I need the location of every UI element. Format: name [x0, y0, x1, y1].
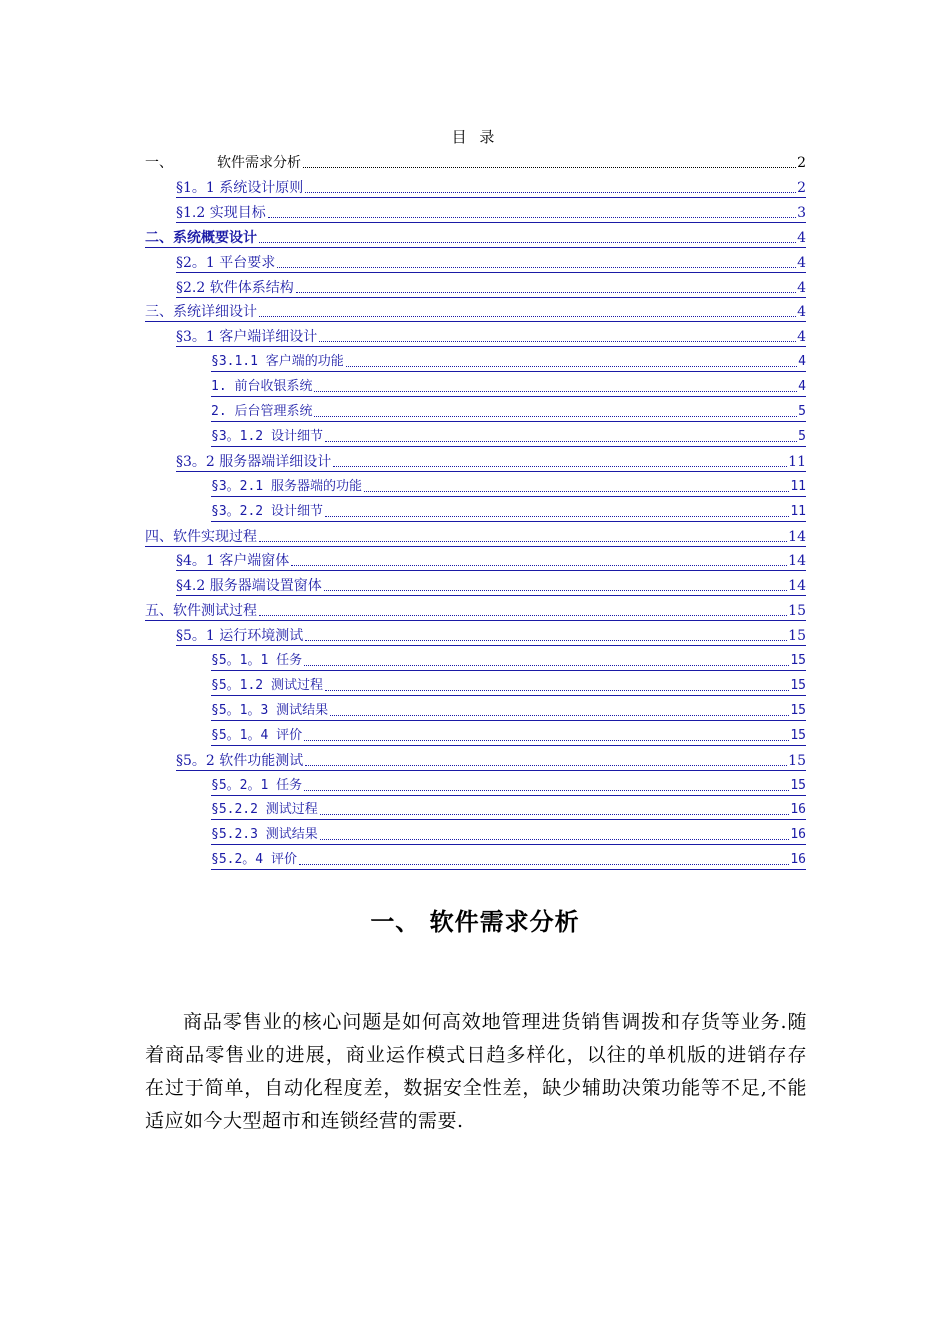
- toc-entry[interactable]: [211, 424, 806, 447]
- toc-entry[interactable]: [176, 275, 806, 298]
- toc-leader-dots: [333, 465, 787, 467]
- section-heading: 一、 软件需求分析: [370, 908, 580, 936]
- toc-leader-dots: [320, 813, 790, 815]
- toc-leader-dots: [304, 664, 789, 666]
- toc-entry-text: 软件需求分析: [217, 155, 301, 171]
- toc-entry-label: 五、软件测试过程: [145, 603, 257, 620]
- toc-entry[interactable]: [176, 573, 806, 596]
- toc-leader-dots: [259, 241, 796, 243]
- toc-entry-label: [145, 154, 302, 172]
- toc-entry-number: 一、: [145, 155, 173, 171]
- toc-leader-dots: [330, 714, 789, 716]
- toc-entry-page: 4: [797, 254, 806, 271]
- toc-entry-label: §5。1。1 任务: [211, 653, 303, 668]
- toc-entry-page: 11: [788, 453, 806, 470]
- toc-entry-label: §3。2 服务器端详细设计: [176, 453, 332, 470]
- toc-entry-label: §5。2 软件功能测试: [176, 752, 304, 769]
- toc-leader-dots: [259, 614, 787, 616]
- toc-entry[interactable]: [211, 499, 806, 522]
- toc-leader-dots: [364, 490, 789, 492]
- toc-entry-label: §5。2。1 任务: [211, 777, 303, 793]
- toc-entry-label: §3。2.2 设计细节: [211, 503, 323, 519]
- toc-entry-page: 16: [790, 802, 806, 818]
- toc-leader-dots: [291, 564, 787, 566]
- toc-leader-dots: [319, 340, 796, 342]
- toc-entry-page: 15: [788, 603, 806, 620]
- toc-entry[interactable]: [145, 299, 806, 322]
- toc-entry-label: 三、系统详细设计: [145, 304, 257, 321]
- toc-entry-page: 4: [797, 329, 806, 346]
- toc-entry[interactable]: [211, 822, 806, 845]
- toc-entry-label: §5。1。3 测试结果: [211, 702, 329, 718]
- toc-leader-dots: [304, 739, 789, 741]
- toc-entry[interactable]: [211, 399, 806, 422]
- toc-entry-page: 15: [790, 727, 806, 743]
- toc-entry[interactable]: [176, 324, 806, 347]
- toc-entry-label: §5.2。4 评价: [211, 852, 297, 868]
- toc-entry-page: 14: [788, 528, 806, 545]
- toc-leader-dots: [296, 291, 796, 293]
- toc-entry[interactable]: [211, 349, 806, 372]
- toc-entry[interactable]: [176, 250, 806, 273]
- toc-entry[interactable]: [211, 797, 806, 820]
- toc-entry-page: 5: [798, 428, 806, 444]
- toc-entry-label: 四、软件实现过程: [145, 528, 257, 545]
- toc-entry[interactable]: [211, 673, 806, 696]
- toc-entry-page: 2: [797, 179, 806, 196]
- toc-entry: [145, 150, 806, 172]
- toc-entry[interactable]: [176, 748, 806, 771]
- toc-entry[interactable]: [145, 598, 806, 621]
- toc-leader-dots: [314, 390, 797, 392]
- toc-entry-page: 14: [788, 553, 806, 570]
- toc-entry[interactable]: [176, 200, 806, 223]
- toc-leader-dots: [305, 764, 787, 766]
- toc-entry[interactable]: [211, 374, 806, 397]
- toc-leader-dots: [259, 315, 796, 317]
- toc-entry-label: §1.2 实现目标: [176, 204, 266, 221]
- toc-entry-label: §3。1.2 设计细节: [211, 428, 323, 444]
- toc-entry-label: §1。1 系统设计原则: [176, 179, 304, 196]
- toc-entry[interactable]: [211, 648, 806, 671]
- toc-entry-label: §5.2.2 测试过程: [211, 802, 318, 818]
- toc-entry-page: 4: [798, 379, 806, 395]
- toc-leader-dots: [325, 515, 789, 517]
- toc-entry-label: §2。1 平台要求: [176, 254, 276, 271]
- toc-leader-dots: [305, 639, 787, 641]
- toc-entry-label: §3.1.1 客户端的功能: [211, 354, 344, 370]
- body-paragraph: 商品零售业的核心问题是如何高效地管理进货销售调拨和存货等业务.随着商品零售业的进展，商业运作模式日趋多样化，以往的单机版的进销存存在过于简单，自动化程度差，数据安全性差，缺少辅助决策功能等不足,不能适应如今大型超市和连锁经营的需要.: [145, 1011, 807, 1132]
- toc-entry-page: 4: [797, 229, 806, 246]
- toc-entry[interactable]: [211, 723, 806, 746]
- toc-entry[interactable]: [176, 623, 806, 646]
- toc-entry-page: 3: [797, 204, 806, 221]
- toc-entry-label: §5.2.3 测试结果: [211, 827, 318, 843]
- toc-entry[interactable]: [145, 524, 806, 547]
- toc-leader-dots: [346, 365, 797, 367]
- toc-leader-dots: [325, 440, 797, 442]
- toc-leader-dots: [305, 191, 796, 193]
- toc-entry-page: 4: [797, 279, 806, 296]
- toc-entry-page: 14: [788, 578, 806, 595]
- toc-entry-label: §3。1 客户端详细设计: [176, 329, 318, 346]
- toc-entry-label: §5。1 运行环境测试: [176, 628, 304, 645]
- toc-entry-label: §3。2.1 服务器端的功能: [211, 478, 362, 494]
- toc-leader-dots: [314, 415, 797, 417]
- toc-entry-label: §2.2 软件体系结构: [176, 279, 294, 296]
- toc-entry-page: 15: [790, 777, 806, 793]
- toc-entry-label: §4。1 客户端窗体: [176, 553, 290, 570]
- toc-entry-label: 二、系统概要设计: [145, 229, 257, 246]
- toc-entry[interactable]: [176, 175, 806, 198]
- toc-leader-dots: [277, 266, 796, 268]
- toc-entry[interactable]: [211, 773, 806, 796]
- toc-leader-dots: [304, 789, 789, 791]
- toc-entry-label: §5。1.2 测试过程: [211, 677, 323, 693]
- toc-entry-page: 5: [798, 404, 806, 419]
- toc-entry-page: 11: [790, 503, 806, 519]
- toc-entry-page: 4: [798, 354, 806, 370]
- toc-entry-page: 16: [790, 852, 806, 868]
- toc-entry[interactable]: [211, 474, 806, 497]
- toc-entry[interactable]: [145, 225, 806, 248]
- toc-leader-dots: [303, 166, 796, 168]
- toc-entry-page: 15: [788, 628, 806, 645]
- toc-entry[interactable]: [176, 548, 806, 571]
- toc-title: 目 录: [451, 128, 499, 146]
- toc-entry-label: §5。1。4 评价: [211, 727, 303, 743]
- toc-entry-page: 16: [790, 827, 806, 843]
- toc-entry-page: 2: [797, 155, 806, 171]
- toc-entry[interactable]: [211, 847, 806, 870]
- toc-entry-page: 15: [790, 677, 806, 693]
- toc-entry-page: 15: [788, 752, 806, 769]
- toc-entry-label: §4.2 服务器端设置窗体: [176, 578, 322, 595]
- toc-entry-page: 11: [790, 478, 806, 494]
- toc-entry-page: 15: [790, 702, 806, 718]
- toc-entry[interactable]: [176, 449, 806, 472]
- toc-leader-dots: [320, 838, 790, 840]
- toc-leader-dots: [268, 216, 796, 218]
- toc-leader-dots: [325, 689, 789, 691]
- toc-entry-page: 4: [797, 304, 806, 321]
- toc-entry-page: 15: [790, 653, 806, 668]
- toc-leader-dots: [299, 863, 789, 865]
- toc-leader-dots: [259, 540, 787, 542]
- toc-entry-label: 2. 后台管理系统: [211, 404, 313, 419]
- toc-entry[interactable]: [211, 698, 806, 721]
- toc-leader-dots: [324, 589, 787, 591]
- toc-entry-label: 1. 前台收银系统: [211, 379, 313, 395]
